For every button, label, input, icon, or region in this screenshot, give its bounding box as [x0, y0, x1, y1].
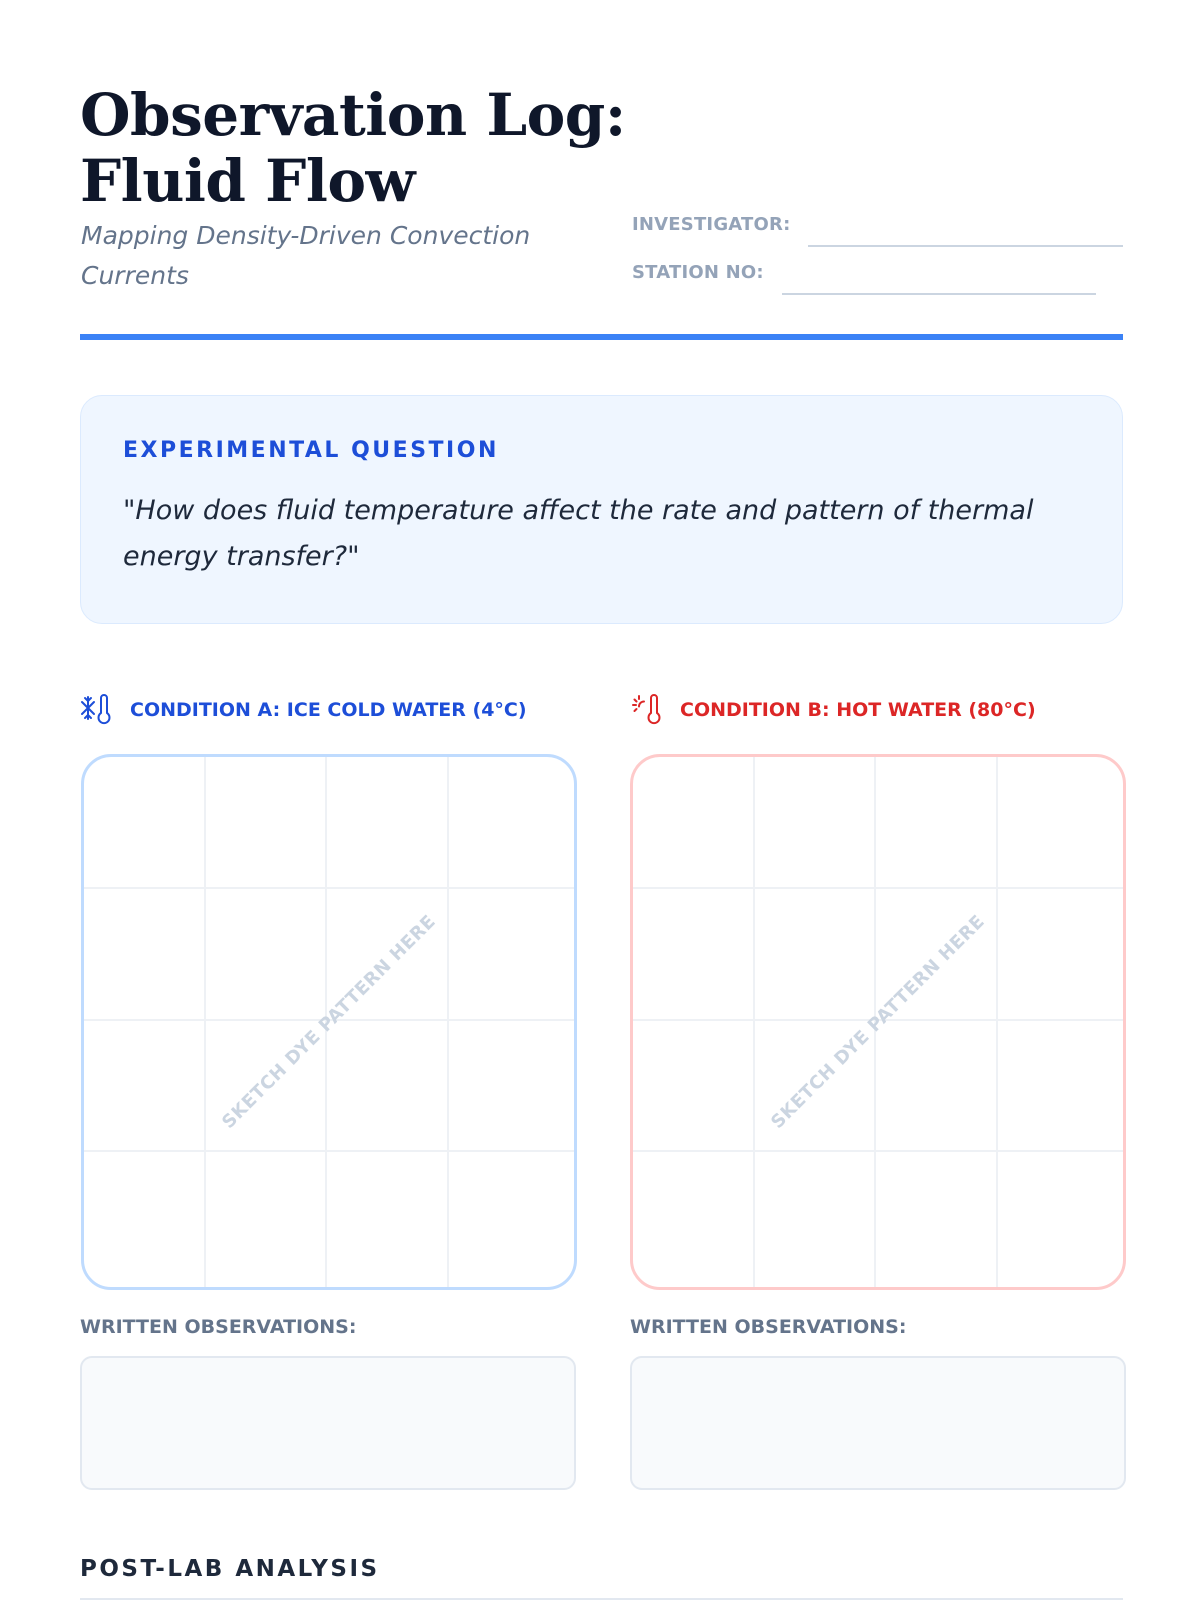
post-lab-heading: POST-LAB ANALYSIS	[80, 1556, 380, 1582]
question-text: "How does fluid temperature affect the rate and pattern of thermal energy transfer?"	[123, 495, 1034, 572]
condition-a-observations-label: WRITTEN OBSERVATIONS:	[80, 1316, 357, 1338]
thermometer-sun-icon	[630, 693, 664, 727]
condition-b-header	[630, 692, 1036, 728]
grid-line	[633, 887, 1123, 889]
condition-a-sketch-area[interactable]	[81, 754, 577, 1290]
station-label: STATION NO:	[632, 262, 764, 283]
grid-line	[84, 1150, 574, 1152]
thermometer-snowflake-icon	[80, 693, 114, 727]
grid-line	[204, 757, 206, 1287]
question-label: EXPERIMENTAL QUESTION	[123, 438, 499, 463]
investigator-label: INVESTIGATOR:	[632, 214, 791, 235]
condition-a-header	[80, 692, 527, 728]
condition-b-observations-label: WRITTEN OBSERVATIONS:	[630, 1316, 907, 1338]
sketch-placeholder: SKETCH DYE PATTERN HERE	[767, 911, 989, 1133]
condition-b-sketch-area[interactable]	[630, 754, 1126, 1290]
experimental-question-box	[80, 395, 1123, 624]
condition-b-label: CONDITION B: HOT WATER (80°C)	[680, 699, 1036, 721]
grid-line	[447, 757, 449, 1287]
header-divider	[80, 334, 1123, 340]
title-line-1: Observation Log:	[80, 81, 626, 149]
title-line-2: Fluid Flow	[80, 147, 415, 215]
page-title	[80, 82, 626, 214]
station-field[interactable]	[782, 293, 1096, 295]
grid-line	[633, 1150, 1123, 1152]
condition-a-observations-field[interactable]	[80, 1356, 576, 1490]
investigator-field[interactable]	[808, 245, 1123, 247]
sketch-placeholder: SKETCH DYE PATTERN HERE	[218, 911, 440, 1133]
grid-line	[996, 757, 998, 1287]
grid-line	[84, 887, 574, 889]
page-subtitle: Mapping Density-Driven Convection Currents	[81, 221, 531, 290]
grid-line	[753, 757, 755, 1287]
condition-a-label: CONDITION A: ICE COLD WATER (4°C)	[130, 699, 527, 721]
condition-b-observations-field[interactable]	[630, 1356, 1126, 1490]
